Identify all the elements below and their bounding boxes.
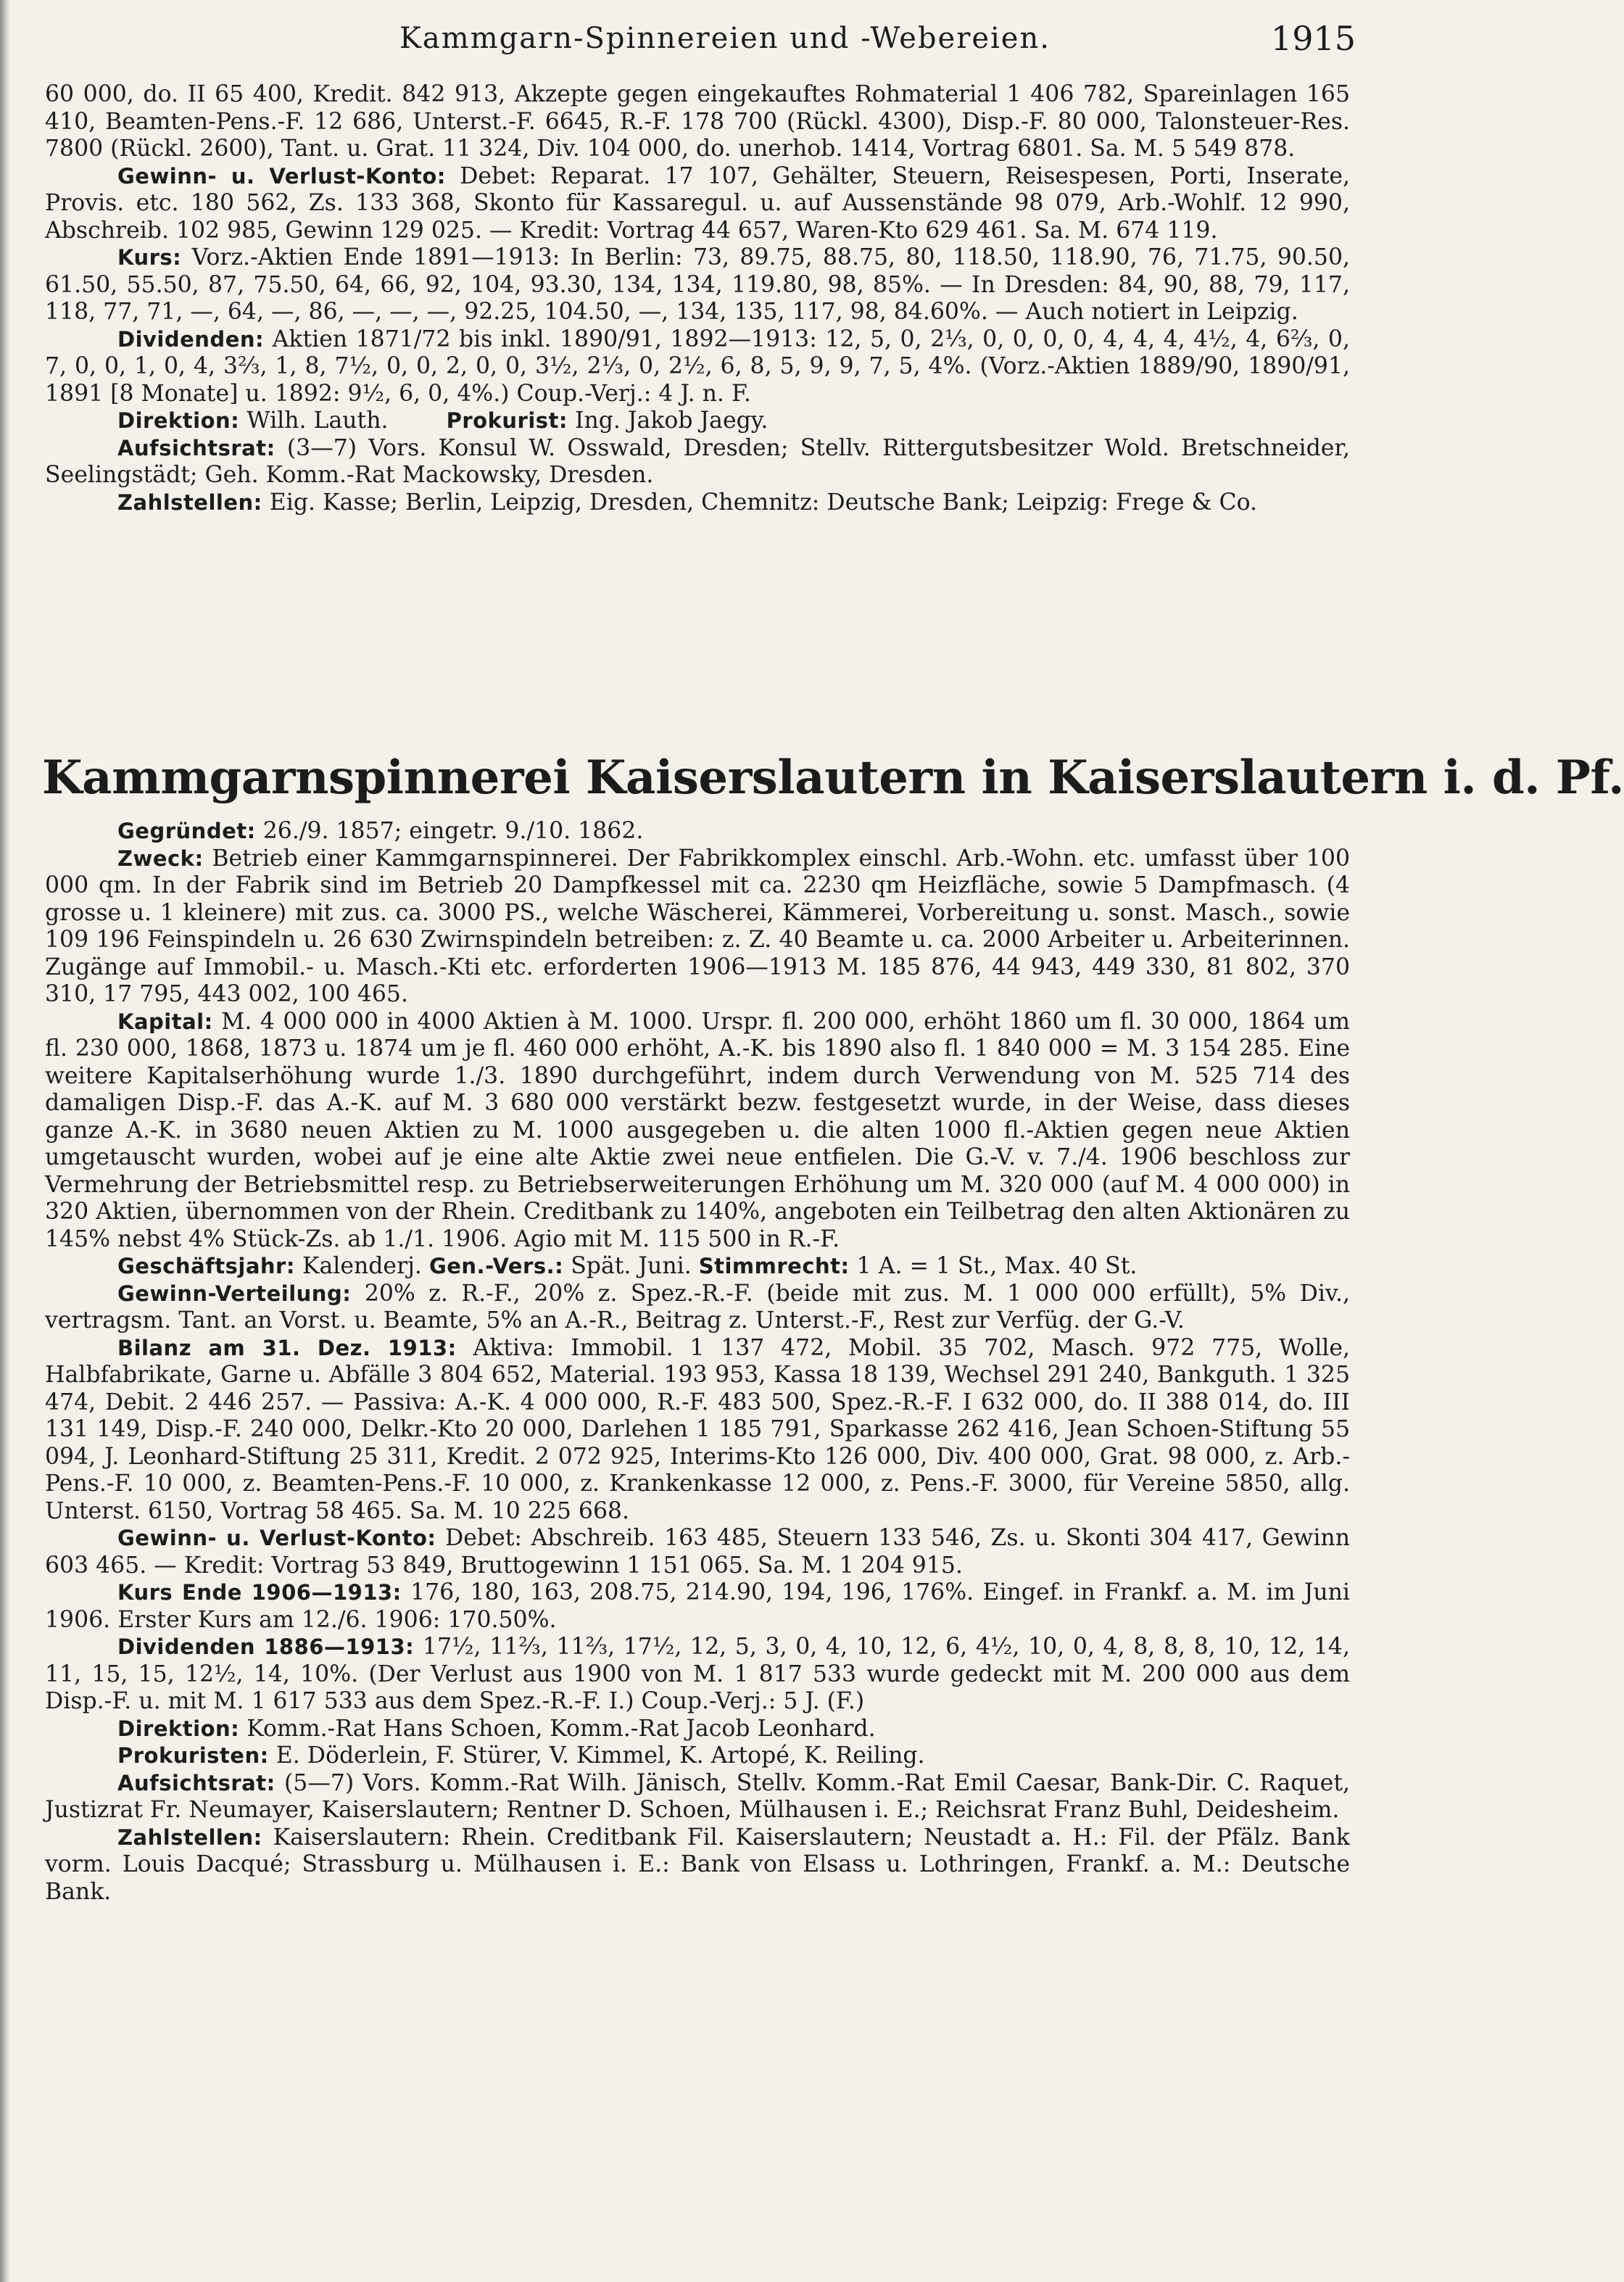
gewinn-verlust-entry (45, 1525, 1350, 1579)
entry-label: Gewinn- u. Verlust-Konto: (117, 163, 446, 189)
page-header (0, 16, 1450, 67)
entry-text: E. Döderlein, F. Stürer, V. Kimmel, K. Artopé, K. Reiling. (276, 1742, 925, 1769)
entry-text: Eig. Kasse; Berlin, Leipzig, Dresden, Chemnitz: Deutsche Bank; Leipzig: Frege & Co. (269, 489, 1258, 516)
entry-text: 17½, 11⅔, 11⅔, 17½, 12, 5, 3, 0, 4, 10, 12, 6, 4½, 10, 0, 4, 8, 8, 8, 10, 12, 14, 11, 15, 15, 12½, 14, 10%. (Der Verlust aus 1900 von M. 1 817 533 wurde gedeckt mit M. 200 000 aus dem Disp.-F. u. mit M. 1 617 533 aus dem Spez.-R.-F. I.) Coup.-Verj.: 5 J. (F.) (45, 1634, 1350, 1714)
entry-label: Gen.-Vers.: (428, 1254, 564, 1278)
entry-label: Zahlstellen: (117, 1824, 262, 1850)
entry-text: 26./9. 1857; eingetr. 9./10. 1862. (262, 818, 644, 844)
bilanz-continuation-text: 60 000, do. II 65 400, Kredit. 842 913, Akzepte gegen eingekauftes Rohmaterial 1 406 782, Spareinlagen 165 410, Beamten-Pens.-F. 12 686, Unterst.-F. 6645, R.-F. 178 700 (Rückl. 4300), Disp.-F. 80 000, Talonsteuer-Res. 7800 (Rückl. 2600), Tant. u. Grat. 11 324, Div. 104 000, do. unerhob. 1414, Vortrag 6801. Sa. M. 5 549 878. (45, 81, 1350, 162)
direktion-entry (45, 1716, 1350, 1743)
entry-label: Kurs: (117, 245, 182, 270)
aufsichtsrat-entry (45, 1770, 1350, 1824)
entry-text: Aktiva: Immobil. 1 137 472, Mobil. 35 702, Masch. 972 775, Wolle, Halbfabrikate, Garne u. Abfälle 3 804 652, Material. 193 953, Kassa 18 139, Wechsel 291 240, Bankguth. 1 325 474, Debit. 2 446 257. — Passiva: A.-K. 4 000 000, R.-F. 483 500, Spez.-R.-F. I 632 000, do. II 388 014, do. III 131 149, Disp.-F. 240 000, Delkr.-Kto 20 000, Darlehen 1 185 791, Sparkasse 262 416, Jean Schoen-Stiftung 55 094, J. Leonhard-Stiftung 25 311, Kredit. 2 072 925, Interims-Kto 126 000, Div. 400 000, Grat. 98 000, z. Arb.-Pens.-F. 10 000, z. Beamten-Pens.-F. 10 000, z. Krankenkasse 12 000, z. Pens.-F. 3000, für Vereine 5850, allg. Unterst. 6150, Vortrag 58 465. Sa. M. 10 225 668. (45, 1334, 1351, 1524)
bilanz-entry (45, 1335, 1350, 1526)
entry-label: Prokuristen: (117, 1743, 269, 1768)
page-binding-edge (0, 0, 10, 2282)
entry-label: Zweck: (117, 846, 204, 871)
bilanz-continuation (45, 81, 1350, 163)
entry-text: Betrieb einer Kammgarnspinnerei. Der Fabrikkomplex einschl. Arb.-Wohn. etc. umfasst über 100 000 qm. In der Fabrik sind im Betrieb 20 Dampfkessel mit ca. 2230 qm Heizfläche, sowie 5 Dampfmasch. (4 grosse u. 1 kleinere) mit zus. ca. 3000 PS., welche Wäscherei, Kämmerei, Vorbereitung u. sonst. Masch., sowie 109 196 Feinspindeln u. 26 630 Zwirnspindeln betreiben: z. Z. 40 Beamte u. ca. 2000 Arbeiter u. Arbeiterinnen. Zugänge auf Immobil.- u. Masch.-Kti etc. erforderten 1906—1913 M. 185 876, 44 943, 449 330, 81 802, 370 310, 17 795, 443 002, 100 465. (45, 845, 1350, 1007)
gewinn-verteilung-entry (45, 1281, 1350, 1335)
entry-label: Prokurist: (446, 408, 568, 433)
entry-text: Spät. Juni. (571, 1253, 692, 1279)
entry-label: Direktion: (117, 408, 240, 433)
entry-label: Gegründet: (117, 819, 256, 843)
dividenden-entry (45, 326, 1350, 408)
dividenden-entry (45, 1634, 1350, 1716)
zahlstellen-entry (45, 489, 1350, 517)
entry-label: Stimmrecht: (698, 1254, 850, 1278)
running-title: Kammgarn-Spinnereien und -Webereien. (399, 22, 1051, 55)
gewinn-verlust-entry (45, 163, 1350, 245)
entry-label: Kurs Ende 1906—1913: (117, 1580, 402, 1605)
entry-text: M. 4 000 000 in 4000 Aktien à M. 1000. Urspr. fl. 200 000, erhöht 1860 um fl. 30 000, 1864 um fl. 230 000, 1868, 1873 u. 1874 um je fl. 460 000 erhöht, A.-K. bis 1890 also fl. 1 840 000 = M. 3 154 285. Eine weitere Kapitalserhöhung wurde 1./3. 1890 durchgeführt, indem durch Verwendung von M. 525 714 des damaligen Disp.-F. das A.-K. auf M. 3 680 000 verstärkt bezw. festgesetzt wurde, in der Weise, dass dieses ganze A.-K. in 3680 neuen Aktien zu M. 1000 ausgegeben u. die alten 1000 fl.-Aktien gegen neue Aktien umgetauscht wurden, wobei auf je eine alte Aktie zwei neue entfielen. Die G.-V. v. 7./4. 1906 beschloss zur Vermehrung der Betriebsmittel resp. zu Betriebserweiterungen Erhöhung um M. 320 000 (auf M. 4 000 000) in 320 Aktien, übernommen von der Rhein. Creditbank zu 140%, angeboten ein Teilbetrag den alten Aktionären zu 145% nebst 4% Stück-Zs. ab 1./1. 1906. Agio mit M. 115 500 in R.-F. (45, 1008, 1350, 1252)
kurs-entry (45, 244, 1350, 326)
entry-text: (3—7) Vors. Konsul W. Osswald, Dresden; Stellv. Rittergutsbesitzer Wold. Bretschneider, Seelingstädt; Geh. Komm.-Rat Mackowsky, Dresden. (45, 434, 1350, 488)
entry-label: Gewinn- u. Verlust-Konto: (117, 1526, 436, 1550)
entry-label: Dividenden: (117, 326, 265, 352)
section-kaiserslautern (45, 818, 1350, 1906)
entry-label: Gewinn-Verteilung: (117, 1281, 352, 1306)
entry-label: Direktion: (117, 1716, 240, 1741)
entry-text: Kaiserslautern: Rhein. Creditbank Fil. Kaiserslautern; Neustadt a. H.: Fil. der Pfälz. Bank vorm. Louis Dacqué; Strassburg u. Mülhausen i. E.: Bank von Elsass u. Lothringen, Frankf. a. M.: Deutsche Bank. (45, 1824, 1350, 1905)
entry-text: (5—7) Vors. Komm.-Rat Wilh. Jänisch, Stellv. Komm.-Rat Emil Caesar, Bank-Dir. C. Raquet, Justizrat Fr. Neumayer, Kaiserslautern; Rentner D. Schoen, Mülhausen i. E.; Reichsrat Franz Buhl, Deidesheim. (45, 1769, 1350, 1823)
direktion-entry (45, 408, 1350, 435)
aufsichtsrat-entry (45, 435, 1350, 489)
entry-text: Debet: Reparat. 17 107, Gehälter, Steuern, Reisespesen, Porti, Inserate, Provis. etc. 180 562, Zs. 133 368, Skonto für Kassaregul. u. auf Aussenstände 98 079, Arb.-Wohlf. 12 990, Abschreib. 102 985, Gewinn 129 025. — Kredit: Vortrag 44 657, Waren-Kto 629 461. Sa. M. 674 119. (45, 162, 1351, 244)
entry-label: Aufsichtsrat: (117, 1770, 276, 1795)
zahlstellen-entry (45, 1824, 1350, 1906)
zweck-entry (45, 846, 1350, 1009)
entry-text: Debet: Abschreib. 163 485, Steuern 133 546, Zs. u. Skonti 304 417, Gewinn 603 465. — Kredit: Vortrag 53 849, Bruttogewinn 1 151 065. Sa. M. 1 204 915. (45, 1525, 1351, 1579)
entry-text: 1 A. = 1 St., Max. 40 St. (856, 1253, 1138, 1279)
entry-text: Komm.-Rat Hans Schoen, Komm.-Rat Jacob Leonhard. (246, 1715, 876, 1742)
entry-text: Aktien 1871/72 bis inkl. 1890/91, 1892—1913: 12, 5, 0, 2⅓, 0, 0, 0, 0, 4, 4, 4, 4½, 4, 6⅔, 0, 7, 0, 0, 1, 0, 4, 3⅔, 1, 8, 7½, 0, 0, 2, 0, 0, 3½, 2⅓, 0, 2½, 6, 8, 5, 9, 9, 7, 5, 4%. (Vorz.-Aktien 1889/90, 1890/91, 1891 [8 Monate] u. 1892: 9½, 6, 0, 4%.) Coup.-Verj.: 4 J. n. F. (45, 326, 1350, 407)
entry-label: Bilanz am 31. Dez. 1913: (117, 1335, 457, 1360)
kapital-entry (45, 1009, 1350, 1254)
entry-label: Aufsichtsrat: (117, 435, 276, 460)
entry-label: Kapital: (117, 1009, 213, 1034)
entry-label: Zahlstellen: (117, 489, 262, 515)
entry-text: 20% z. R.-F., 20% z. Spez.-R.-F. (beide mit zus. M. 1 000 000 erfüllt), 5% Div., vertragsm. Tant. an Vorst. u. Beamte, 5% an A.-R., Beitrag z. Unterst.-F., Rest zur Verfüg. der G.-V. (45, 1280, 1351, 1334)
entry-label: Geschäftsjahr: (117, 1254, 295, 1278)
page-number: 1915 (1270, 19, 1356, 58)
entry-label: Dividenden 1886—1913: (117, 1634, 415, 1659)
prokuristen-entry (45, 1742, 1350, 1770)
entry-text: Ing. Jakob Jaegy. (575, 408, 768, 434)
company-title: Kammgarnspinnerei Kaiserslautern in Kaiserslautern i. d. Pf. (42, 751, 1624, 805)
entry-text: 176, 180, 163, 208.75, 214.90, 194, 196, 176%. Eingef. in Frankf. a. M. im Juni 1906. Erster Kurs am 12./6. 1906: 170.50%. (45, 1579, 1350, 1633)
gegruendet-entry (45, 818, 1350, 846)
entry-text: Vorz.-Aktien Ende 1891—1913: In Berlin: 73, 89.75, 88.75, 80, 118.50, 118.90, 76, 71.75, 90.50, 61.50, 55.50, 87, 75.50, 64, 66, 92, 104, 93.30, 134, 134, 119.80, 98, 85%. — In Dresden: 84, 90, 88, 79, 117, 118, 77, 71, —, 64, —, 86, —, —, —, 92.25, 104.50, —, 134, 135, 117, 98, 84.60%. — Auch notiert in Leipzig. (45, 244, 1350, 325)
entry-text: Kalenderj. (302, 1253, 422, 1279)
section-previous-company (45, 81, 1350, 516)
geschaeftsjahr-entry (45, 1253, 1350, 1281)
kurs-entry (45, 1579, 1350, 1634)
entry-text: Wilh. Lauth. (246, 408, 389, 434)
